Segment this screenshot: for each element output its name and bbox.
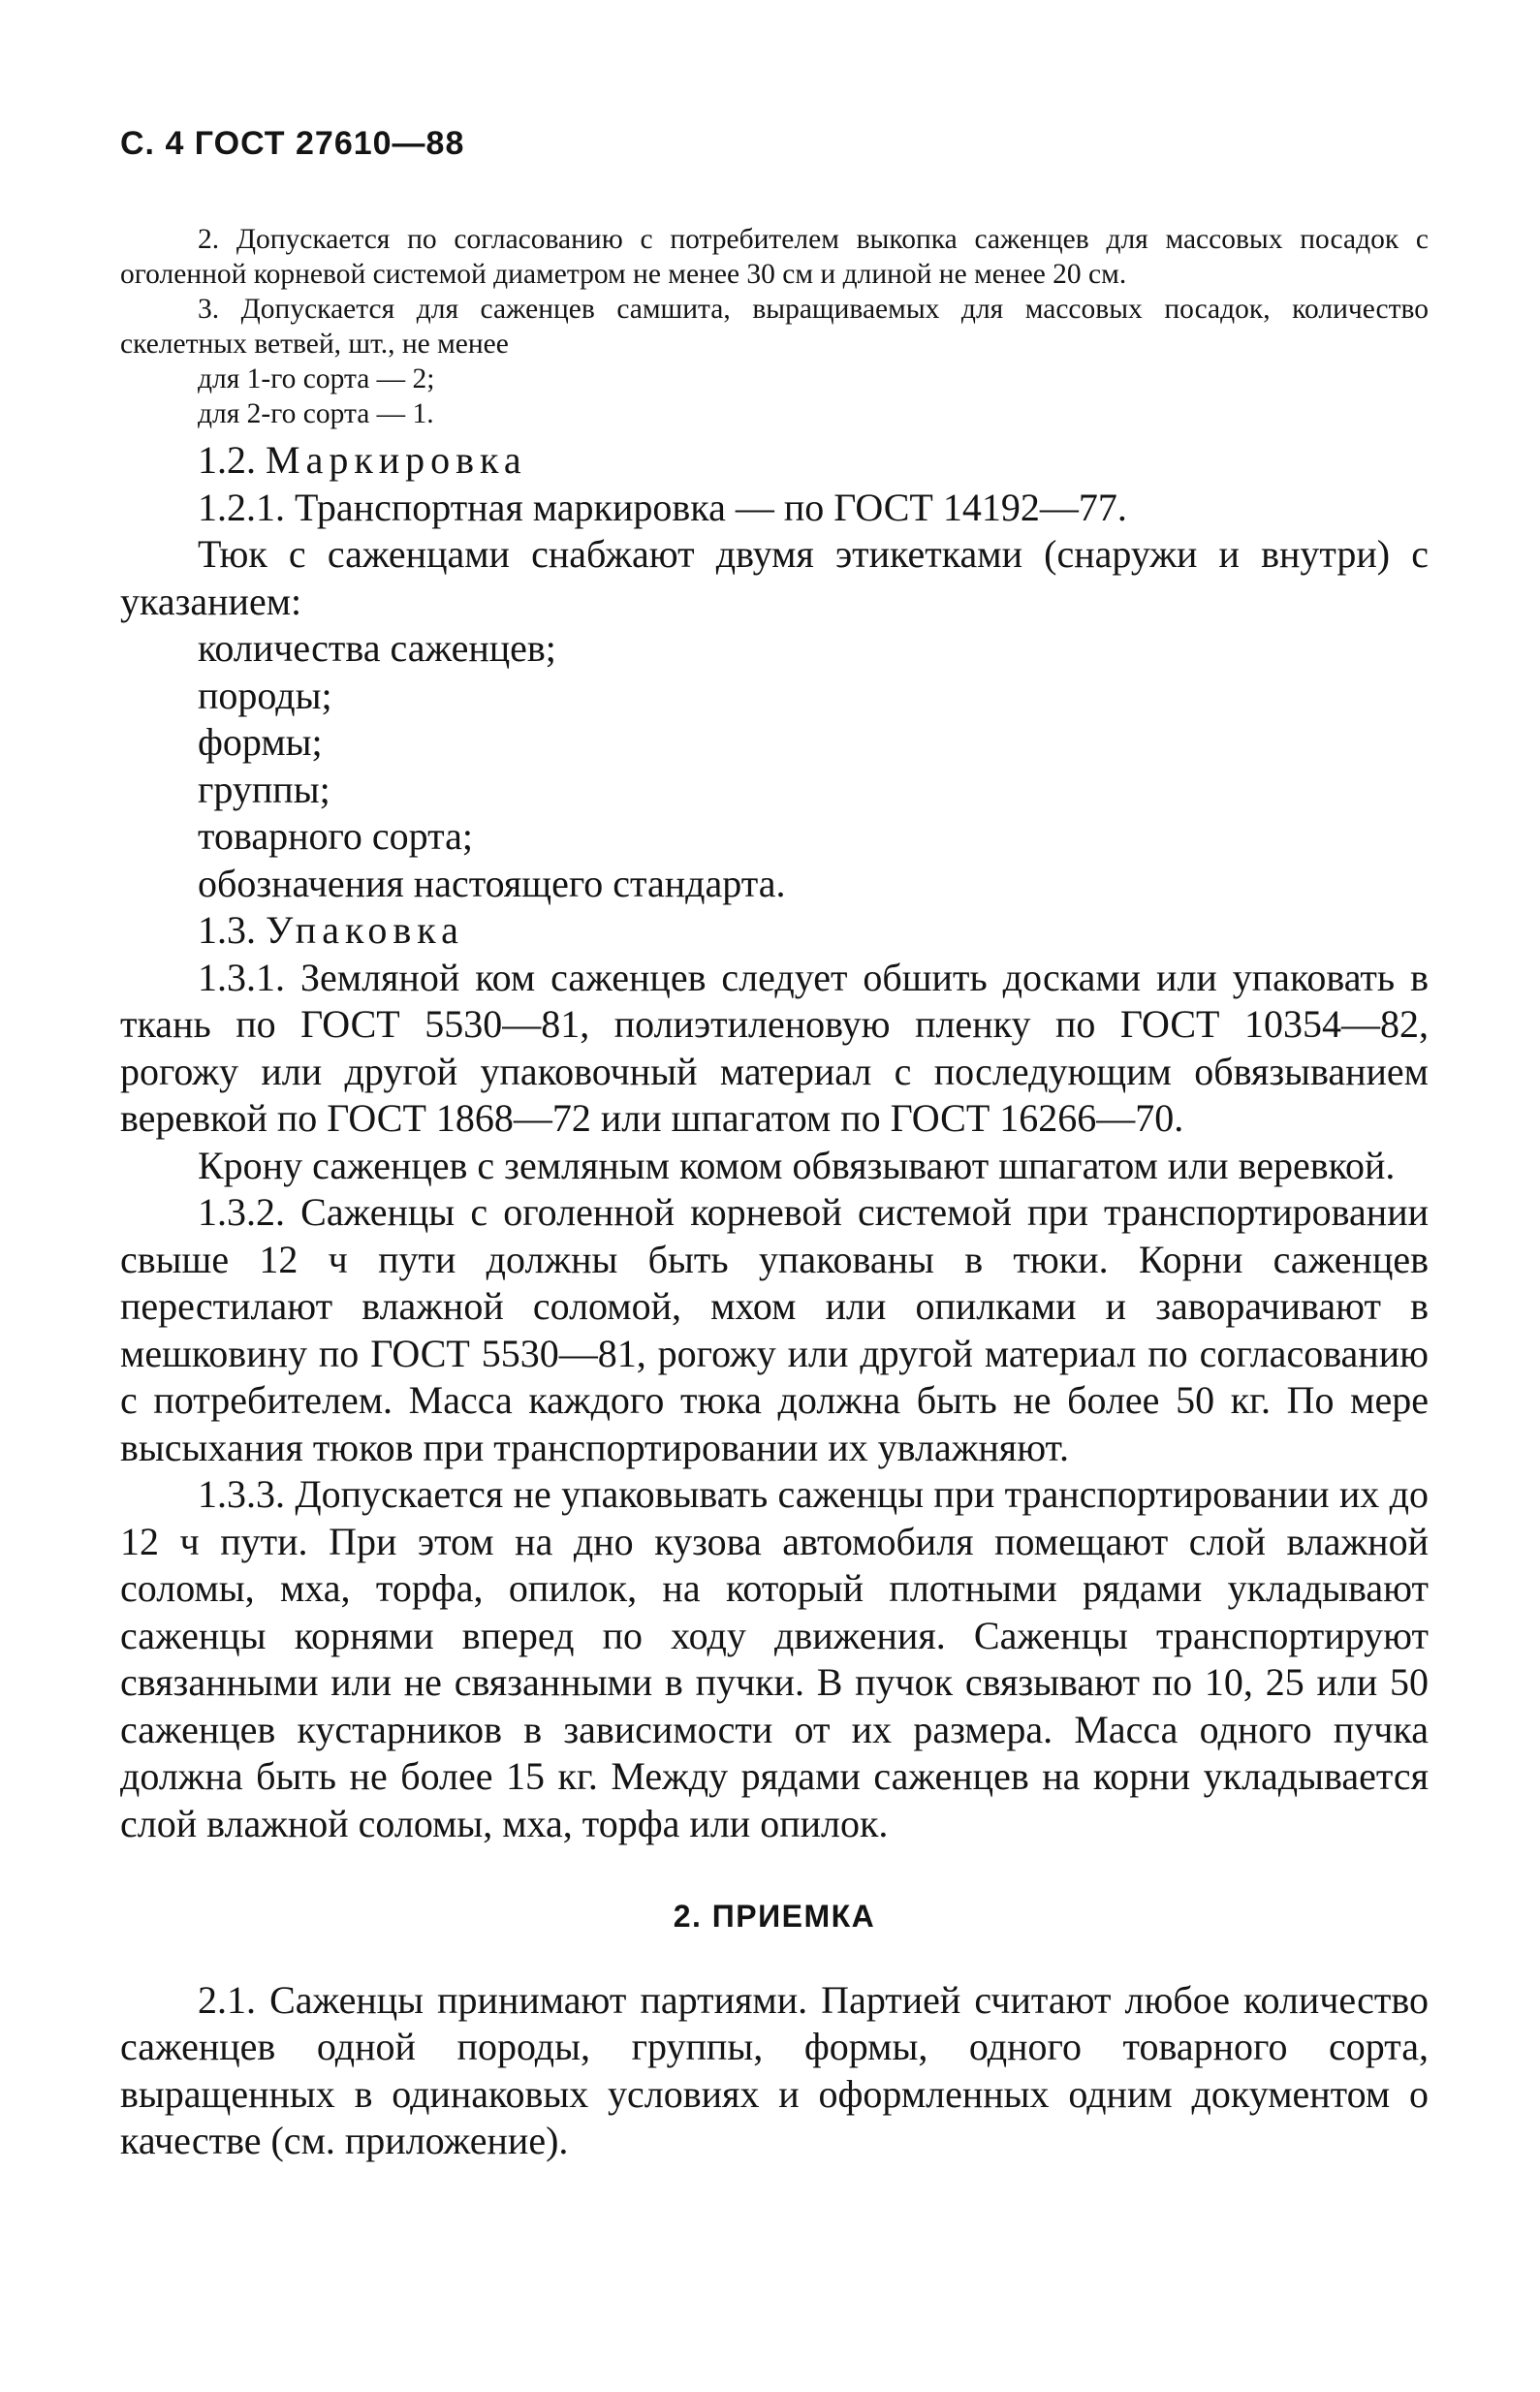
packing-paragraph-1-3-2: 1.3.2. Саженцы с оголенной корневой системой при транспортировании свыше 12 ч пути должны быть упакованы в тюки. Корни саженцев перестилают влажной соломой, мхом или опилками и заворачивают в мешковину по ГОСТ 5530—81, рогожу или другой материал по согласованию с потребителем. Масса каждого тюка должна быть не более 50 кг. По мере высыхания тюков при транспортировании их увлажняют. [120,1190,1429,1469]
packing-number: 1.3. [198,908,256,953]
packing-paragraph-1-3-1: 1.3.1. Земляной ком саженцев следует обшить досками или упаковать в ткань по ГОСТ 5530—81, полиэтиленовую пленку по ГОСТ 10354—82, рогожу или другой упаковочный материал с последующим обвязыванием веревкой по ГОСТ 1868—72 или шпагатом по ГОСТ 16266—70. [120,955,1429,1141]
note-3: 3. Допускается для саженцев самшита, выращиваемых для массовых посадок, количество скелетных ветвей, шт., не менее [120,294,1429,361]
packing-paragraph-crown: Крону саженцев с земляным комом обвязывают шпагатом или веревкой. [198,1143,1396,1187]
marking-paragraph-2: Тюк с саженцами снабжают двумя этикетками (снаружи и внутри) с указанием: [120,532,1429,623]
note-3-grade-2: для 2-го сорта — 1. [198,398,434,430]
packing-section [120,907,1429,1847]
page-header: С. 4 ГОСТ 27610—88 [120,125,465,162]
marking-list-item: товарного сорта; [198,814,473,859]
marking-title: Маркировка [266,438,527,483]
marking-heading [120,437,1429,485]
marking-list-item: формы; [198,720,323,765]
marking-list-item: породы; [198,673,332,717]
marking-list-item: группы; [198,767,330,811]
acceptance-title: 2. ПРИЕМКА [673,1899,876,1935]
marking-section [120,437,1429,907]
marking-number: 1.2. [198,438,256,483]
packing-paragraph-1-3-3: 1.3.3. Допускается не упаковывать саженцы при транспортировании их до 12 ч пути. При этом на дно кузова автомобиля помещают слой влажной соломы, мха, торфа, опилок, на который плотными рядами укладывают саженцы корнями вперед по ходу движения. Саженцы транспортируют связанными или не связанными в пучки. В пучок связывают по 10, 25 или 50 саженцев кустарников в зависимости от их размера. Масса одного пучка должна быть не более 15 кг. Между рядами саженцев на корни укладывается слой влажной соломы, мха, торфа или опилок. [120,1472,1429,1845]
note-3-grade-1: для 1-го сорта — 2; [198,363,435,395]
acceptance-section [120,1977,1429,2165]
acceptance-paragraph-2-1: 2.1. Саженцы принимают партиями. Партией считают любое количество саженцев одной породы, группы, формы, одного товарного сорта, выращенных в одинаковых условиях и оформленных одним документом о качестве (см. приложение). [120,1977,1429,2163]
marking-paragraph-1: 1.2.1. Транспортная маркировка — по ГОСТ 14192—77. [198,485,1127,529]
marking-list-item: обозначения настоящего стандарта. [198,861,786,905]
marking-list-item: количества саженцев; [198,626,556,671]
packing-title: Упаковка [266,908,464,953]
notes-block [120,222,1429,431]
packing-heading [120,907,1429,955]
note-2: 2. Допускается по согласованию с потребителем выкопка саженцев для массовых посадок с оголенной корневой системой диаметром не менее 30 см и длиной не менее 20 см. [120,224,1429,291]
document-page [120,126,1429,2165]
